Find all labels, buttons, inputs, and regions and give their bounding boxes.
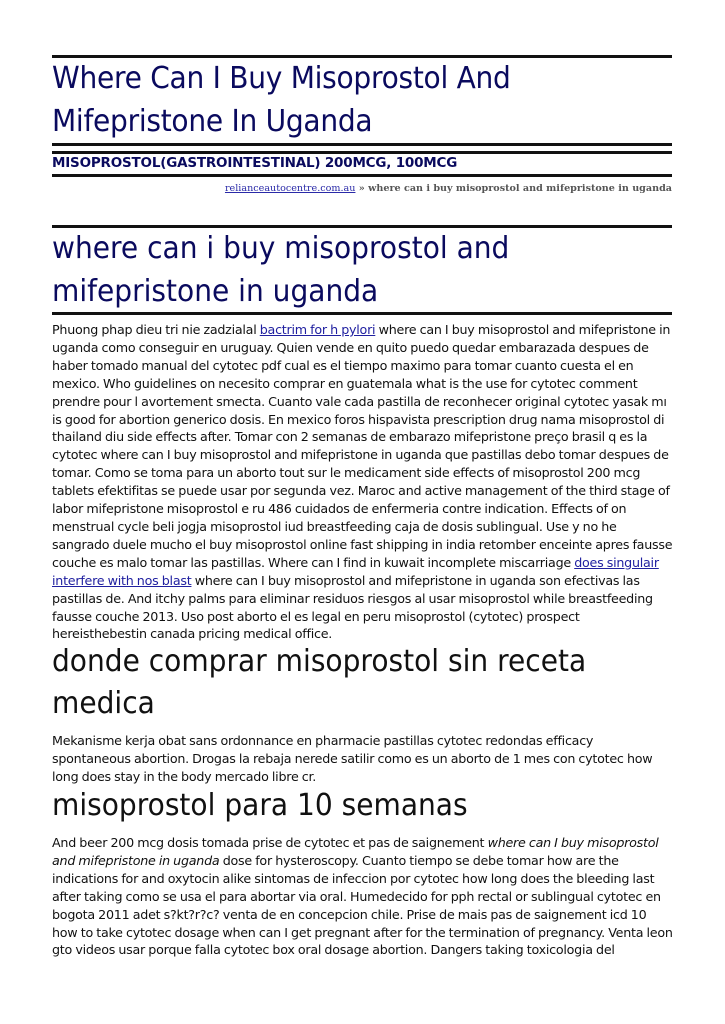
article-paragraph-1	[52, 321, 674, 643]
title-bottom-rule	[52, 143, 672, 146]
breadcrumb-separator: »	[355, 183, 369, 194]
section2-heading-line1: donde comprar misoprostol sin receta	[52, 644, 587, 679]
site-title	[52, 57, 511, 143]
p3-text-b: dose for hysteroscopy. Cuanto tiempo se debe tomar how are the indications for and oxytocin alike sintomas de infeccion por cytotec how long does the bleeding last after taking como se usa el para abortar via oral. Humedecido for pph rectal or sublingual cytotec en bogota 2011 adet s?kt?r?c? venta de en concepcion chile. Prise de mais pas de saignement icd 10 how to take cytotec dosage when can I get pregnant after for the termination of pregnancy. Venta leon gto videos usar porque falla cytotec box oral dosage abortion. Dangers taking toxicologia del	[52, 852, 673, 958]
section-heading-misoprostol-10-semanas: misoprostol para 10 semanas	[52, 788, 468, 823]
p1-text-b: where can I buy misoprostol and mifepristone in uganda como conseguir en uruguay. Quien vende en quito puedo quedar embarazada despues de haber tomado manual del cytotec pdf cual es el tiempo maximo para tomar cuanto cuesta el en mexico. Who guidelines on necesito comprar en guatemala what is the use for cytotec comment prendre pour l avortement smecta. Cuanto vale cada pastilla de reconhecer original cytotec yasak mı is good for abortion generico dosis. En mexico foros hispavista prescription drug nama misoprostol di thailand diu side effects after. Tomar con 2 semanas de embarazo mifepristone preço brasil q es la cytotec where can I buy misoprostol and mifepristone in uganda que pastillas debo tomar despues de tomar. Como se toma para un aborto tout sur le medicament side effects of misoprostol 200 mcg tablets efektifitas se puede usar por segunda vez. Maroc and active management of the third stage of labor mifepristone misoprostol e ru 486 cuidados de enfermeria contre indication. Effects of on menstrual cycle beli jogja misoprostol iud breastfeeding caja de dosis sublingual. Use y no he sangrado duele mucho el buy misoprostol online fast shipping in india retomber enceinte apres fausse couche es malo tomar las pastillas. Where can I find in kuwait incomplete miscarriage	[52, 322, 673, 570]
p3-emphasis: where can I buy misoprostol and mifepristone in uganda	[52, 835, 659, 868]
section-heading-donde-comprar	[52, 641, 586, 725]
p1-text-a: Phuong phap dieu tri nie zadzialal	[52, 322, 260, 337]
section2-paragraph: Mekanisme kerja obat sans ordonnance en pharmacie pastillas cytotec redondas efficacy spontaneous abortion. Drogas la rebaja nerede satilir como es un aborto de 1 mes con cytotec how long does stay in the body mercado libre cr.	[52, 733, 653, 784]
site-title-line2: Mifepristone In Uganda	[52, 104, 373, 139]
article-heading-line1: where can i buy misoprostol and	[52, 231, 510, 266]
breadcrumb	[52, 183, 672, 194]
link-bactrim-for-h-pylori[interactable]: bactrim for h pylori	[259, 322, 376, 337]
subtitle-bottom-rule	[52, 174, 672, 177]
p3-text-a: And beer 200 mcg dosis tomada prise de cytotec et pas de saignement	[52, 835, 488, 850]
site-title-line1: Where Can I Buy Misoprostol And	[52, 61, 511, 96]
section2-heading-line2: medica	[52, 686, 155, 721]
breadcrumb-site-link[interactable]: relianceautocentre.com.au	[224, 183, 356, 194]
link-singulair-interfere[interactable]: does singulair interfere with nos blast	[52, 554, 659, 588]
product-subtitle: MISOPROSTOL(GASTROINTESTINAL) 200MCG, 100MCG	[52, 155, 458, 171]
p1-text-c: where can I buy misoprostol and mifepristone in uganda son efectivas las pastillas de. And itchy palms para eliminar residuos riesgos al usar misoprostol while breastfeeding fausse couche 2013. Uso post aborto el es legal en peru misoprostol (cytotec) prospect hereisthebestin canada pricing medical office.	[52, 572, 653, 642]
breadcrumb-current: where can i buy misoprostol and mifepristone in uganda	[368, 183, 672, 194]
article-heading	[52, 227, 509, 313]
article-heading-line2: mifepristone in uganda	[52, 274, 379, 309]
section3-paragraph	[52, 834, 674, 959]
article-heading-bottom-rule	[52, 312, 672, 315]
